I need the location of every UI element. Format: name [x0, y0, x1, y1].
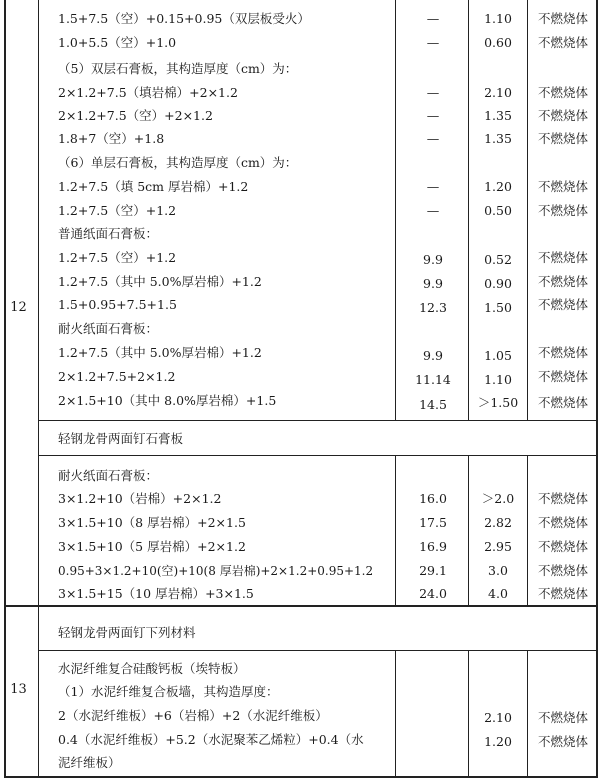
row-description: 2（水泥纤维板）+6（岩棉）+2（水泥纤维板）: [58, 708, 328, 723]
fire-limit: 0.90: [484, 276, 512, 291]
combustibility: 不燃烧体: [537, 203, 588, 218]
combustibility: 不燃烧体: [537, 539, 588, 554]
combustibility: 不燃烧体: [537, 131, 588, 146]
thickness: 12.3: [419, 300, 447, 315]
combustibility: 不燃烧体: [537, 11, 588, 26]
combustibility: 不燃烧体: [537, 35, 588, 50]
combustibility: 不燃烧体: [537, 369, 588, 384]
dash-mark: —: [426, 131, 440, 146]
fire-limit: ＞2.0: [481, 491, 515, 506]
column-divider-number: [38, 0, 39, 778]
thickness: 29.1: [419, 563, 447, 578]
table-right-border: [596, 0, 598, 778]
thickness: 9.9: [423, 276, 443, 291]
dash-mark: —: [426, 179, 440, 194]
thickness: 24.0: [419, 586, 447, 601]
column-divider-limit-a: [468, 0, 469, 420]
fire-limit: 3.0: [488, 563, 508, 578]
dash-mark: —: [426, 35, 440, 50]
fire-limit: 1.20: [484, 179, 512, 194]
fire-limit: 1.20: [484, 734, 512, 749]
row-description: 0.95+3×1.2+10(空)+10(8 厚岩棉)+2×1.2+0.95+1.2: [58, 564, 374, 578]
combustibility: 不燃烧体: [537, 250, 588, 265]
row-description: 0.4（水泥纤维板）+5.2（水泥聚苯乙烯粒）+0.4（水: [58, 732, 364, 747]
row-description: 2×1.2+7.5（空）+2×1.2: [58, 108, 213, 123]
column-divider-class-a: [527, 0, 528, 420]
combustibility: 不燃烧体: [537, 179, 588, 194]
row-description: 1.8+7（空）+1.8: [58, 131, 165, 146]
fire-limit: ＞1.50: [477, 395, 519, 410]
dash-mark: —: [426, 11, 440, 26]
fire-limit: 2.82: [484, 515, 512, 530]
combustibility: 不燃烧体: [537, 515, 588, 530]
section-header: 轻钢龙骨两面钉石膏板: [58, 431, 184, 446]
fire-limit: 1.10: [484, 372, 512, 387]
column-divider-limit-c: [468, 650, 469, 778]
row-heading: （1）水泥纤维复合板墙，其构造厚度：: [58, 684, 279, 699]
fire-limit: 0.50: [484, 203, 512, 218]
row-description: 2×1.2+7.5+2×1.2: [58, 369, 176, 384]
fire-limit: 1.35: [484, 108, 512, 123]
row-description: 1.2+7.5（空）+1.2: [58, 203, 177, 218]
row-heading: 耐火纸面石膏板：: [58, 468, 159, 483]
column-divider-thickness-c: [395, 650, 396, 778]
row-description: 1.5+7.5（空）+0.15+0.95（双层板受火）: [58, 11, 310, 26]
thickness: 16.0: [419, 491, 447, 506]
dash-mark: —: [426, 108, 440, 123]
row-divider: [38, 650, 597, 651]
combustibility: 不燃烧体: [537, 734, 588, 749]
row-description: 1.2+7.5（空）+1.2: [58, 250, 177, 265]
combustibility: 不燃烧体: [537, 586, 588, 601]
row-divider: [38, 420, 597, 421]
column-divider-thickness-b: [395, 455, 396, 605]
combustibility: 不燃烧体: [537, 345, 588, 360]
fire-limit: 1.35: [484, 131, 512, 146]
fire-limit: 2.95: [484, 539, 512, 554]
fire-limit: 1.50: [484, 300, 512, 315]
combustibility: 不燃烧体: [537, 395, 588, 410]
fire-limit: 1.05: [484, 348, 512, 363]
column-divider-thickness-a: [395, 0, 396, 420]
row-divider: [38, 455, 597, 456]
combustibility: 不燃烧体: [537, 491, 588, 506]
table-left-border: [4, 0, 6, 778]
row-heading: （5）双层石膏板，其构造厚度（cm）为：: [58, 61, 298, 76]
row-description: 1.5+0.95+7.5+1.5: [58, 297, 177, 312]
combustibility: 不燃烧体: [537, 563, 588, 578]
fire-limit: 4.0: [488, 586, 508, 601]
fire-limit: 1.10: [484, 11, 512, 26]
column-divider-class-c: [527, 650, 528, 778]
row-description: 3×1.2+10（岩棉）+2×1.2: [58, 491, 222, 506]
row-description: 3×1.5+10（8 厚岩棉）+2×1.5: [58, 515, 246, 530]
row-description: 3×1.5+15（10 厚岩棉）+3×1.5: [58, 586, 254, 601]
row-description: 2×1.2+7.5（填岩棉）+2×1.2: [58, 85, 238, 100]
fire-limit: 2.10: [484, 85, 512, 100]
row-description: 1.2+7.5（其中 5.0%厚岩棉）+1.2: [58, 345, 262, 360]
combustibility: 不燃烧体: [537, 710, 588, 725]
thickness: 17.5: [419, 515, 447, 530]
fire-limit: 2.10: [484, 710, 512, 725]
column-divider-limit-b: [468, 455, 469, 605]
combustibility: 不燃烧体: [537, 297, 588, 312]
fire-limit: 0.60: [484, 35, 512, 50]
row-heading: 普通纸面石膏板：: [58, 226, 159, 241]
section-header: 轻钢龙骨两面钉下列材料: [58, 625, 196, 640]
row-heading: （6）单层石膏板，其构造厚度（cm）为：: [58, 155, 298, 170]
row-description: 1.2+7.5（填 5cm 厚岩棉）+1.2: [58, 179, 249, 194]
row-description: 1.0+5.5（空）+1.0: [58, 35, 177, 50]
dash-mark: —: [426, 203, 440, 218]
combustibility: 不燃烧体: [537, 108, 588, 123]
row-heading: 耐火纸面石膏板：: [58, 321, 159, 336]
section-number: 12: [10, 300, 27, 315]
fire-limit: 0.52: [484, 252, 512, 267]
thickness: 9.9: [423, 252, 443, 267]
row-description: 3×1.5+10（5 厚岩棉）+2×1.2: [58, 539, 246, 554]
combustibility: 不燃烧体: [537, 85, 588, 100]
row-heading: 水泥纤维复合硅酸钙板（埃特板）: [58, 661, 246, 676]
thickness: 14.5: [419, 397, 447, 412]
section-divider: [4, 605, 597, 607]
thickness: 16.9: [419, 539, 447, 554]
section-number: 13: [10, 682, 27, 697]
dash-mark: —: [426, 85, 440, 100]
row-description: 1.2+7.5（其中 5.0%厚岩棉）+1.2: [58, 274, 262, 289]
column-divider-class-b: [527, 455, 528, 605]
thickness: 9.9: [423, 348, 443, 363]
combustibility: 不燃烧体: [537, 274, 588, 289]
row-description: 2×1.5+10（其中 8.0%厚岩棉）+1.5: [58, 393, 277, 408]
thickness: 11.14: [415, 372, 451, 387]
row-description-continued: 泥纤维板）: [58, 755, 121, 770]
